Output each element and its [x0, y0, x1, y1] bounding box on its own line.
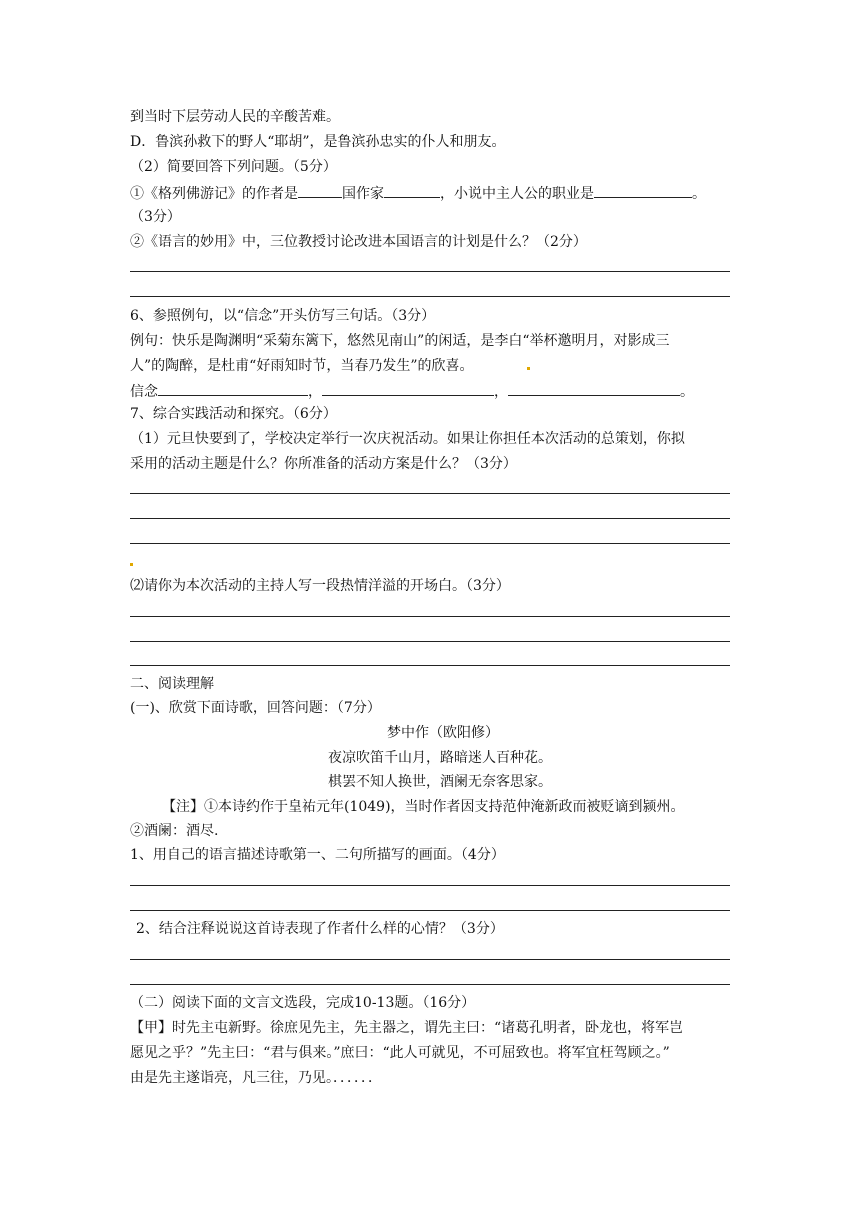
question-text: （1）元旦快要到了，学校决定举行一次庆祝活动。如果让你担任本次活动的总策划，你拟: [130, 431, 685, 447]
score-note: （3分）: [130, 209, 181, 225]
poem-note: ②酒阑：酒尽.: [130, 823, 219, 839]
classical-text: 愿见之乎？”先主曰：“君与俱来。”庶曰：“此人可就见，不可屈致也。将军宜枉驾顾之。”: [130, 1045, 670, 1061]
example-sentence: 例句：快乐是陶渊明“采菊东篱下，悠然见南山”的闲适，是李白“举杯邀明月，对影成三: [130, 333, 670, 349]
poem-line: 夜凉吹笛千山月，路暗迷人百种花。: [328, 750, 552, 766]
answer-line[interactable]: [130, 665, 730, 666]
answer-blank[interactable]: [158, 381, 308, 396]
question-text: 国作家: [342, 186, 384, 202]
question-text: ⑵请你为本次活动的主持人写一段热情洋溢的开场白。（3分）: [130, 578, 510, 594]
answer-blank[interactable]: [322, 381, 494, 396]
question-heading: （2）简要回答下列问题。（5分）: [130, 159, 337, 175]
answer-line[interactable]: [130, 616, 730, 617]
answer-blank[interactable]: [298, 183, 342, 198]
answer-line[interactable]: [130, 984, 730, 985]
question-text: ，: [308, 384, 322, 400]
question-text: ，: [494, 384, 508, 400]
option-d: D．鲁滨孙救下的野人“耶胡”，是鲁滨孙忠实的仆人和朋友。: [130, 134, 506, 150]
answer-line[interactable]: [130, 271, 730, 272]
poem-note: 【注】①本诗约作于皇祐元年(1049)，当时作者因支持范仲淹新政而被贬谪到颍州。: [162, 799, 685, 815]
question-heading: 7、综合实践活动和探究。（6分）: [130, 406, 337, 422]
highlight-mark: [130, 563, 133, 566]
answer-line[interactable]: [130, 885, 730, 886]
fill-in-question: [130, 183, 706, 203]
question-text: 采用的活动主题是什么？你所准备的活动方案是什么？（3分）: [130, 456, 517, 472]
question-text: ，小说中主人公的职业是: [440, 186, 594, 202]
fill-in-question: [130, 381, 694, 401]
classical-text: 【甲】时先主屯新野。徐庶见先主，先主器之，谓先主曰：“诸葛孔明者，卧龙也，将军岂: [130, 1020, 684, 1036]
classical-text: 由是先主遂诣亮，凡三往，乃见。．．．．．．: [130, 1070, 382, 1086]
answer-blank[interactable]: [508, 381, 680, 396]
answer-line[interactable]: [130, 910, 730, 911]
section-heading: 二、阅读理解: [130, 676, 214, 692]
answer-line[interactable]: [130, 518, 730, 519]
subsection-heading: （二）阅读下面的文言文选段，完成10-13题。（16分）: [130, 995, 476, 1011]
subsection-heading: (一)、欣赏下面诗歌，回答问题：（7分）: [130, 700, 381, 716]
text-line: 到当时下层劳动人民的辛酸苦难。: [130, 109, 340, 125]
question-heading: 6、参照例句，以“信念”开头仿写三句话。（3分）: [130, 308, 436, 324]
answer-line[interactable]: [130, 493, 730, 494]
answer-line[interactable]: [130, 959, 730, 960]
question-text: 信念: [130, 384, 158, 400]
answer-line[interactable]: [130, 641, 730, 642]
question-text: ①《格列佛游记》的作者是: [130, 186, 298, 202]
question-text: 。: [680, 384, 694, 400]
highlight-mark: [527, 367, 530, 370]
example-sentence: 人”的陶醉，是杜甫“好雨知时节，当春乃发生”的欣喜。: [130, 358, 474, 374]
answer-blank[interactable]: [384, 183, 440, 198]
answer-blank[interactable]: [594, 183, 692, 198]
poem-line: 棋罢不知人换世，酒阑无奈客思家。: [328, 774, 552, 790]
answer-line[interactable]: [130, 296, 730, 297]
question-text: 1、用自己的语言描述诗歌第一、二句所描写的画面。（4分）: [130, 847, 505, 863]
answer-line[interactable]: [130, 543, 730, 544]
question-text: 2、结合注释说说这首诗表现了作者什么样的心情？（3分）: [136, 921, 504, 937]
question-text: ②《语言的妙用》中，三位教授讨论改进本国语言的计划是什么？（2分）: [130, 234, 587, 250]
poem-title: 梦中作（欧阳修）: [387, 725, 499, 741]
question-text: 。: [692, 186, 706, 202]
